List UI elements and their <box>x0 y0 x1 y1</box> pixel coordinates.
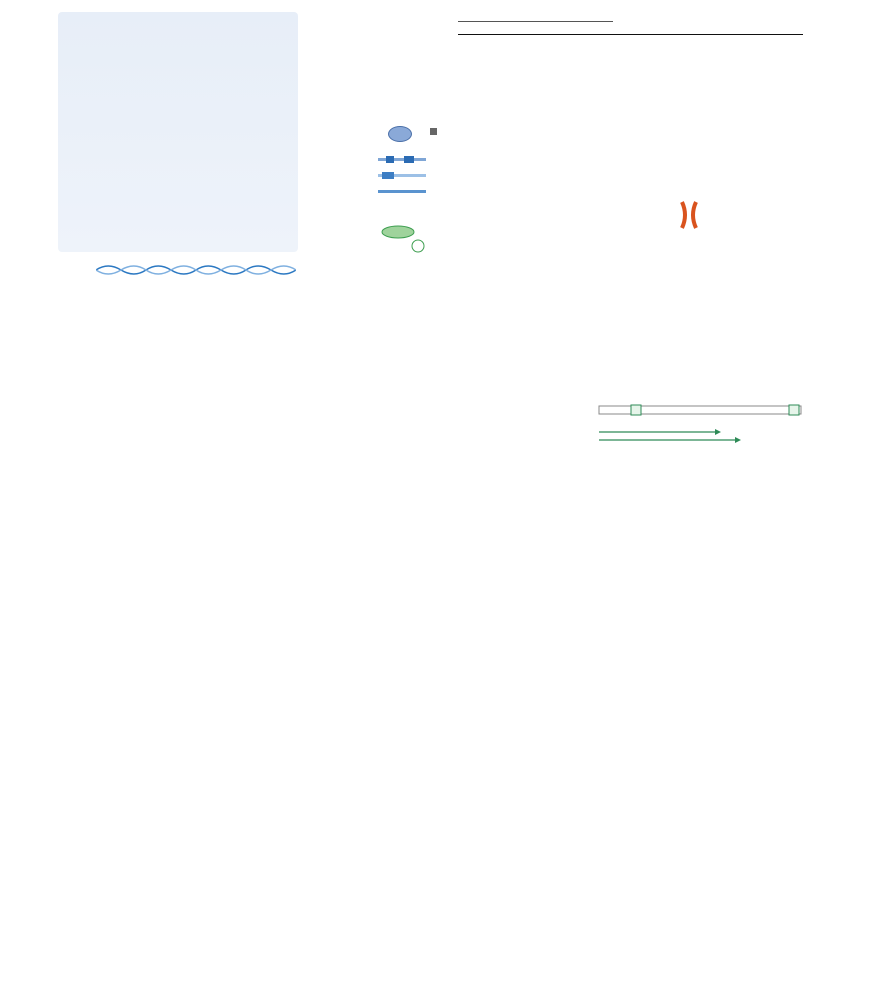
tokens-chart <box>712 134 872 262</box>
panel-f <box>368 268 868 368</box>
gene-diagram-icons <box>376 150 428 260</box>
panel-h <box>368 487 583 667</box>
architecture-blocks <box>456 274 746 364</box>
dna-helix <box>96 262 296 278</box>
organelle-icon <box>388 126 412 142</box>
recall-heatmap <box>585 450 875 672</box>
bacterial-legend <box>38 575 148 577</box>
panel-a-background <box>58 12 298 252</box>
umap-scatter <box>28 295 368 575</box>
organelles-legend <box>430 128 441 135</box>
panel-e <box>712 120 872 265</box>
nucleotide-axis <box>428 98 828 122</box>
archaeal-legend <box>263 575 373 577</box>
panel-a <box>18 10 363 280</box>
throughput-chart <box>368 386 583 492</box>
panel-d <box>368 120 713 265</box>
eukaryotic-legend <box>150 575 260 577</box>
umap-legend <box>38 575 368 655</box>
phase2-line <box>458 34 803 35</box>
haystack-diagram <box>595 402 805 444</box>
panel-b <box>18 285 363 670</box>
panel-c <box>368 10 868 120</box>
perplexity-chart <box>368 491 583 667</box>
panel-g <box>368 372 583 487</box>
phase1-line <box>458 21 613 22</box>
organelles-swatch <box>430 128 437 135</box>
panel-i <box>585 372 875 672</box>
chromosome-icon <box>678 200 702 230</box>
